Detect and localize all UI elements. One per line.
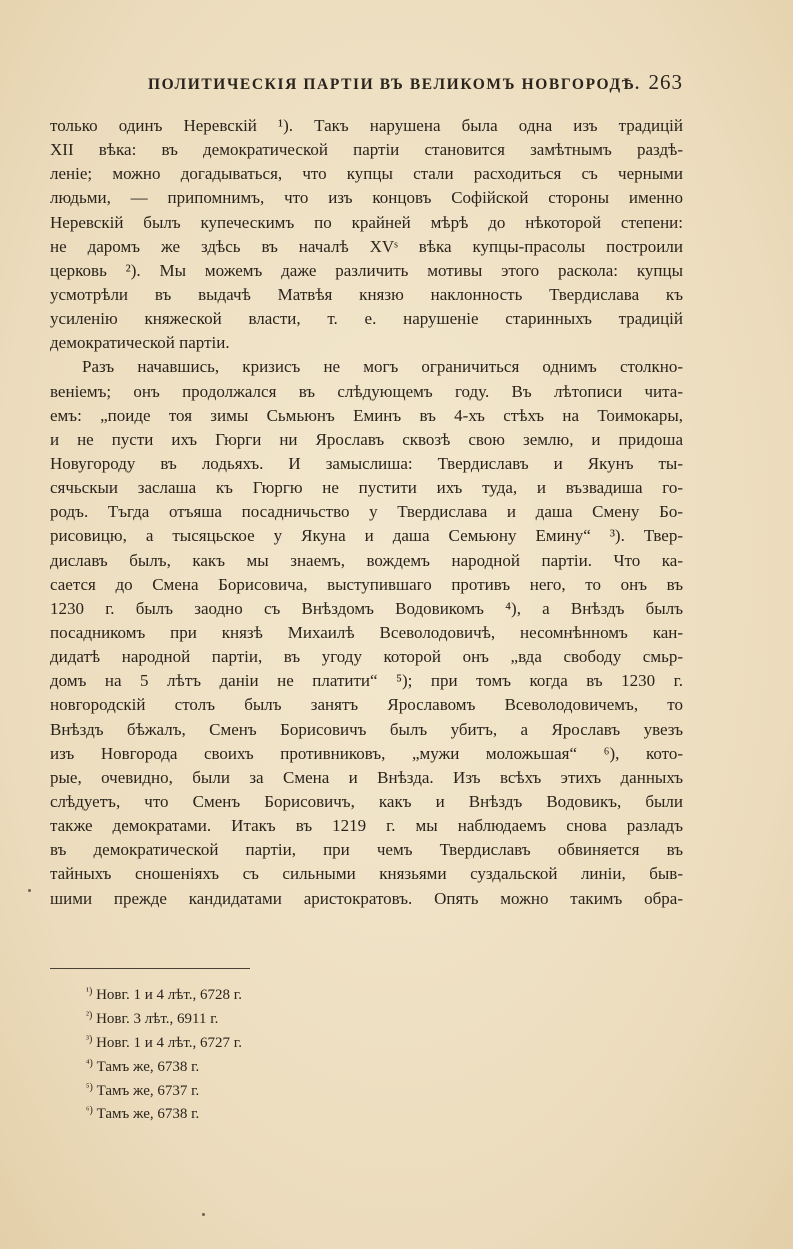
footnote-text: Тамъ же, 6738 г. [96, 1058, 200, 1075]
footnote [86, 1052, 486, 1076]
text-line: шими прежде кандидатами аристократовъ. Опять можно такимъ обра- [50, 888, 683, 908]
footnote-mark: ⁴) [86, 1057, 93, 1069]
footnote-mark: ¹) [86, 986, 93, 997]
text-line: и не пусти ихъ Гюрги ни Ярославъ сквозѣ свою землю, и придоша [50, 429, 683, 449]
text-line: сается до Смена Борисовича, выступившаго противъ него, то онъ въ [50, 574, 683, 594]
footnote [86, 980, 486, 1004]
text-line: только одинъ Неревскій ¹). Такъ нарушена была одна изъ традицій [50, 116, 683, 135]
running-title: ПОЛИТИЧЕСКІЯ ПАРТІИ ВЪ ВЕЛИКОМЪ НОВГОРОДѢ. [148, 76, 641, 93]
text-line: емъ: „поиде тоя зимы Сьмьюнъ Еминъ въ 4-хъ стѣхъ на Тоимокары, [50, 405, 683, 425]
footnotes [86, 980, 486, 1123]
body-text [50, 114, 683, 911]
text-line: родъ. Тъгда отъяша посадничьство у Твердислава и даша Смену Бо- [50, 502, 683, 522]
footnote-text: Новг. 1 и 4 лѣт., 6727 г. [96, 1034, 242, 1051]
ink-speck [202, 1213, 205, 1216]
footnote-text: Тамъ же, 6738 г. [96, 1106, 200, 1123]
text-line: тайныхъ сношеніяхъ съ сильными князьями суздальской линіи, быв- [50, 864, 683, 884]
text-line: дидатѣ народной партіи, въ угоду которой онъ „вда свободу смьр- [50, 647, 683, 667]
footnote-mark: ²) [86, 1009, 93, 1021]
text-line: усиленію княжеской власти, т. е. нарушеніе старинныхъ традицій [50, 309, 683, 329]
text-line: новгородскій столъ былъ занятъ Ярославомъ Всеволодовичемъ, то [50, 695, 683, 715]
text-line: посадникомъ при князѣ Михаилѣ Всеволодовичѣ, несомнѣнномъ кан- [50, 622, 683, 642]
text-line: леніе; можно догадываться, что купцы стали расходиться съ черными [50, 164, 683, 184]
text-line: также демократами. Итакъ въ 1219 г. мы наблюдаемъ снова разладъ [50, 816, 683, 836]
text-line: диславъ былъ, какъ мы знаемъ, вождемъ народной партіи. Что ка- [50, 550, 683, 570]
text-line: въ демократической партіи, при чемъ Твердиславъ обвиняется въ [50, 840, 683, 860]
footnote [86, 1076, 486, 1100]
text-line: рисовицю, а тысяцьское у Якуна и даша Семьюну Емину“ ³). Твер- [50, 526, 683, 546]
text-line: Внѣздъ бѣжалъ, Сменъ Борисовичъ былъ убитъ, а Ярославъ увезъ [50, 719, 683, 739]
text-line: изъ Новгорода своихъ противниковъ, „мужи моложьшая“ ⁶), кото- [50, 743, 683, 763]
footnote-text: Тамъ же, 6737 г. [96, 1082, 200, 1099]
text-line: людьми, — припомнимъ, что изъ концовъ Софійской стороны именно [50, 188, 683, 208]
text-line: демократической партіи. [50, 333, 230, 353]
footnote-text: Новг. 1 и 4 лѣт., 6728 г. [96, 987, 242, 1003]
footnote [86, 1004, 486, 1028]
text-line: рые, очевидно, были за Смена и Внѣзда. Изъ всѣхъ этихъ данныхъ [50, 767, 683, 787]
ink-speck [28, 889, 31, 892]
text-line: усмотрѣли въ выдачѣ Матвѣя князю наклонность Твердислава къ [50, 284, 683, 304]
text-line: не даромъ же здѣсь въ началѣ XVˢ вѣка купцы-прасолы построили [50, 236, 683, 256]
text-line: 1230 г. былъ заодно съ Внѣздомъ Водовикомъ ⁴), а Внѣздъ былъ [50, 598, 683, 618]
footnote-mark: ⁵) [86, 1081, 93, 1093]
running-head [50, 70, 683, 96]
text-line: церковь ²). Мы можемъ даже различить мотивы этого раскола: купцы [50, 260, 683, 280]
text-line: Разъ начавшись, кризисъ не могъ ограничиться однимъ столкно- [82, 357, 683, 377]
footnote-mark: ³) [86, 1033, 93, 1045]
footnote-mark: ⁶) [86, 1105, 93, 1117]
text-line: Неревскій былъ купеческимъ по крайней мѣрѣ до нѣкоторой степени: [50, 212, 683, 232]
footnote [86, 1099, 486, 1123]
text-line: сячьскыи заслаша къ Гюргю не пустити ихъ туда, и възвадиша го- [50, 478, 683, 498]
text-line: домъ на 5 лѣтъ даніи не платити“ ⁵); при томъ когда въ 1230 г. [50, 671, 683, 691]
footnote [86, 1028, 486, 1052]
text-line: Новугороду въ лодьяхъ. И замыслиша: Твердиславъ и Якунъ ты- [50, 453, 683, 473]
page-number: 263 [648, 70, 683, 94]
text-line: веніемъ; онъ продолжался въ слѣдующемъ году. Въ лѣтописи чита- [50, 381, 683, 401]
footnote-rule [50, 968, 250, 969]
text-line: слѣдуетъ, что Сменъ Борисовичъ, какъ и Внѣздъ Водовикъ, были [50, 791, 683, 811]
footnote-text: Новг. 3 лѣт., 6911 г. [96, 1010, 219, 1027]
text-line: XII вѣка: въ демократической партіи становится замѣтнымъ раздѣ- [50, 140, 683, 160]
